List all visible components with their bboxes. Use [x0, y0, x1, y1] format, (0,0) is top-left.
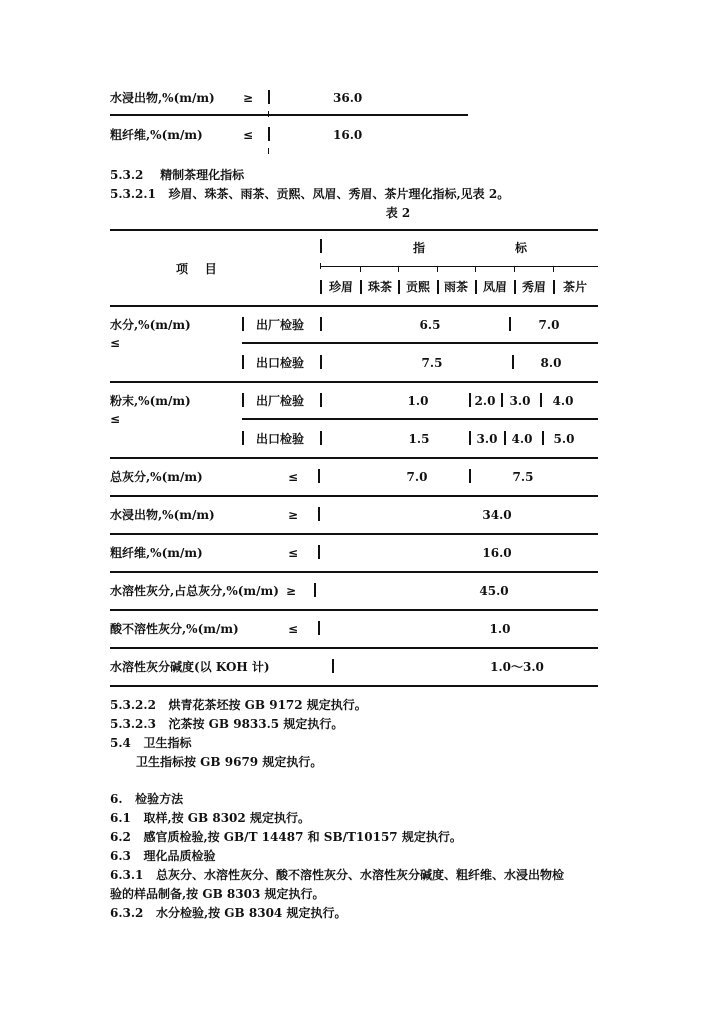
col-yucha: 雨茶	[443, 280, 469, 294]
table-caption: 表 2	[385, 206, 411, 220]
section-532-heading	[110, 168, 244, 182]
para-631-num: 6.3.1	[110, 868, 144, 882]
divider	[320, 239, 322, 253]
divider	[469, 469, 471, 483]
col-zhenmei: 珍眉	[328, 280, 354, 294]
water-soluble-ash-value: 45.0	[479, 584, 509, 598]
table-sub-rule	[242, 342, 598, 344]
moisture-label: 水分,%(m/m)	[110, 318, 191, 332]
para-5323-text: 沱茶按 GB 9833.5 规定执行。	[168, 717, 344, 731]
powder-export-v1: 1.5	[408, 432, 430, 446]
para-54-title: 卫生指标	[143, 736, 192, 750]
table-rule	[110, 114, 468, 116]
rule-tick	[268, 148, 269, 154]
divider	[475, 280, 477, 294]
header-item: 项 目	[176, 262, 217, 276]
para-63	[110, 849, 215, 863]
para-6	[110, 792, 183, 806]
para-54-num: 5.4	[110, 736, 131, 750]
divider	[318, 545, 320, 559]
para-6-num: 6.	[110, 792, 123, 806]
table-rule	[110, 305, 598, 307]
para-54	[110, 736, 191, 750]
divider	[504, 431, 506, 445]
col-fengmei: 凤眉	[482, 280, 508, 294]
acid-insoluble-ash-label: 酸不溶性灰分,%(m/m)	[110, 622, 239, 636]
divider	[509, 317, 511, 331]
divider	[242, 431, 244, 445]
powder-factory-v2: 2.0	[474, 394, 496, 408]
divider	[469, 431, 471, 445]
table-sub-rule	[242, 418, 598, 420]
crude-fiber-value: 16.0	[482, 546, 512, 560]
powder-factory-v1: 1.0	[407, 394, 429, 408]
total-ash-v1: 7.0	[406, 470, 428, 484]
powder-factory-label: 出厂检验	[256, 394, 305, 408]
para-631-text-line1: 总灰分、水溶性灰分、酸不溶性灰分、水溶性灰分碱度、粗纤维、水浸出物检	[155, 868, 564, 882]
divider	[268, 127, 270, 141]
col-chapian: 茶片	[562, 280, 588, 294]
moisture-factory-v1: 6.5	[419, 318, 441, 332]
divider	[360, 280, 362, 294]
rule-tick	[475, 266, 476, 272]
water-extract-op: ≥	[288, 508, 299, 522]
top-row-label-water-extract: 水浸出物,%(m/m)	[110, 91, 215, 105]
top-row-value-crude-fiber: 16.0	[333, 128, 363, 142]
para-54-text: 卫生指标按 GB 9679 规定执行。	[136, 755, 323, 769]
divider	[242, 393, 244, 407]
table-rule	[110, 571, 598, 573]
para-631-line2: 验的样品制备,按 GB 8303 规定执行。	[110, 887, 325, 901]
rule-tick	[268, 111, 269, 117]
divider	[318, 621, 320, 635]
rule-tick	[553, 266, 554, 272]
moisture-export-v1: 7.5	[421, 356, 443, 370]
crude-fiber-label: 粗纤维,%(m/m)	[110, 546, 203, 560]
divider	[320, 355, 322, 369]
header-index-char2: 标	[515, 241, 528, 255]
para-61-num: 6.1	[110, 811, 131, 825]
para-61	[110, 811, 310, 825]
divider	[332, 659, 334, 673]
total-ash-v2: 7.5	[512, 470, 534, 484]
crude-fiber-op: ≤	[288, 546, 299, 560]
table-rule	[110, 457, 598, 459]
para-5323	[110, 717, 343, 731]
moisture-factory-label: 出厂检验	[256, 318, 305, 332]
divider	[320, 393, 322, 407]
rule-tick	[437, 266, 438, 272]
table-bottom-rule	[110, 685, 598, 687]
total-ash-label: 总灰分,%(m/m)	[110, 470, 203, 484]
divider	[501, 393, 503, 407]
rule-tick	[360, 266, 361, 272]
header-index-char1: 指	[413, 241, 426, 255]
section-5321-text: 珍眉、珠茶、雨茶、贡熙、凤眉、秀眉、茶片理化指标,见表 2。	[168, 187, 510, 201]
water-soluble-ash-op: ≥	[286, 584, 297, 598]
para-61-text: 取样,按 GB 8302 规定执行。	[143, 811, 310, 825]
divider	[318, 507, 320, 521]
section-532-num: 5.3.2	[110, 168, 144, 182]
table-top-rule	[110, 229, 598, 231]
table-rule	[110, 533, 598, 535]
moisture-export-v2: 8.0	[540, 356, 562, 370]
col-zhucha: 珠茶	[367, 280, 393, 294]
para-632	[110, 906, 346, 920]
top-row-label-crude-fiber: 粗纤维,%(m/m)	[110, 128, 203, 142]
divider	[540, 393, 542, 407]
section-5321-paragraph	[110, 187, 509, 201]
divider	[320, 431, 322, 445]
col-gongxi: 贡熙	[405, 280, 431, 294]
para-63-title: 理化品质检验	[143, 849, 216, 863]
ash-alkalinity-label: 水溶性灰分碱度(以 KOH 计)	[110, 660, 270, 674]
divider	[320, 280, 322, 294]
powder-op: ≤	[110, 412, 121, 426]
para-62-text: 感官质检验,按 GB/T 14487 和 SB/T10157 规定执行。	[143, 830, 462, 844]
section-532-title: 精制茶理化指标	[160, 168, 245, 182]
powder-label: 粉末,%(m/m)	[110, 394, 191, 408]
para-63-num: 6.3	[110, 849, 131, 863]
rule-tick	[398, 266, 399, 272]
moisture-op: ≤	[110, 336, 121, 350]
section-5321-num: 5.3.2.1	[110, 187, 156, 201]
total-ash-op: ≤	[288, 470, 299, 484]
divider	[514, 280, 516, 294]
para-5322-text: 烘青花茶坯按 GB 9172 规定执行。	[168, 698, 367, 712]
acid-insoluble-ash-op: ≤	[288, 622, 299, 636]
top-row-op-crude-fiber: ≤	[243, 128, 254, 142]
divider	[553, 280, 555, 294]
para-6-title: 检验方法	[135, 792, 184, 806]
powder-factory-v3: 3.0	[509, 394, 531, 408]
moisture-factory-v2: 7.0	[538, 318, 560, 332]
rule-tick	[320, 263, 321, 269]
acid-insoluble-ash-value: 1.0	[489, 622, 511, 636]
para-632-num: 6.3.2	[110, 906, 144, 920]
water-soluble-ash-label: 水溶性灰分,占总灰分,%(m/m)	[110, 584, 279, 598]
top-row-value-water-extract: 36.0	[333, 91, 363, 105]
para-62	[110, 830, 462, 844]
powder-export-v2: 3.0	[476, 432, 498, 446]
powder-factory-v4: 4.0	[552, 394, 574, 408]
divider	[268, 90, 270, 104]
para-62-num: 6.2	[110, 830, 131, 844]
header-sub-rule	[320, 266, 598, 267]
table-rule	[110, 495, 598, 497]
para-5322	[110, 698, 367, 712]
table-rule	[110, 381, 598, 383]
rule-tick	[514, 266, 515, 272]
col-xiumei: 秀眉	[521, 280, 547, 294]
powder-export-label: 出口检验	[256, 432, 305, 446]
divider	[437, 280, 439, 294]
divider	[318, 469, 320, 483]
divider	[469, 393, 471, 407]
top-row-op-water-extract: ≥	[243, 91, 254, 105]
divider	[242, 317, 244, 331]
water-extract-label: 水浸出物,%(m/m)	[110, 508, 215, 522]
para-5323-num: 5.3.2.3	[110, 717, 156, 731]
table-rule	[110, 647, 598, 649]
divider	[542, 431, 544, 445]
powder-export-v3: 4.0	[511, 432, 533, 446]
divider	[242, 355, 244, 369]
ash-alkalinity-value: 1.0～3.0	[490, 660, 544, 674]
divider	[512, 355, 514, 369]
para-632-text: 水分检验,按 GB 8304 规定执行。	[155, 906, 347, 920]
para-5322-num: 5.3.2.2	[110, 698, 156, 712]
divider	[320, 317, 322, 331]
divider	[398, 280, 400, 294]
water-extract-value: 34.0	[482, 508, 512, 522]
moisture-export-label: 出口检验	[256, 356, 305, 370]
para-631	[110, 868, 564, 882]
table-rule	[110, 609, 598, 611]
powder-export-v4: 5.0	[553, 432, 575, 446]
divider	[314, 583, 316, 597]
